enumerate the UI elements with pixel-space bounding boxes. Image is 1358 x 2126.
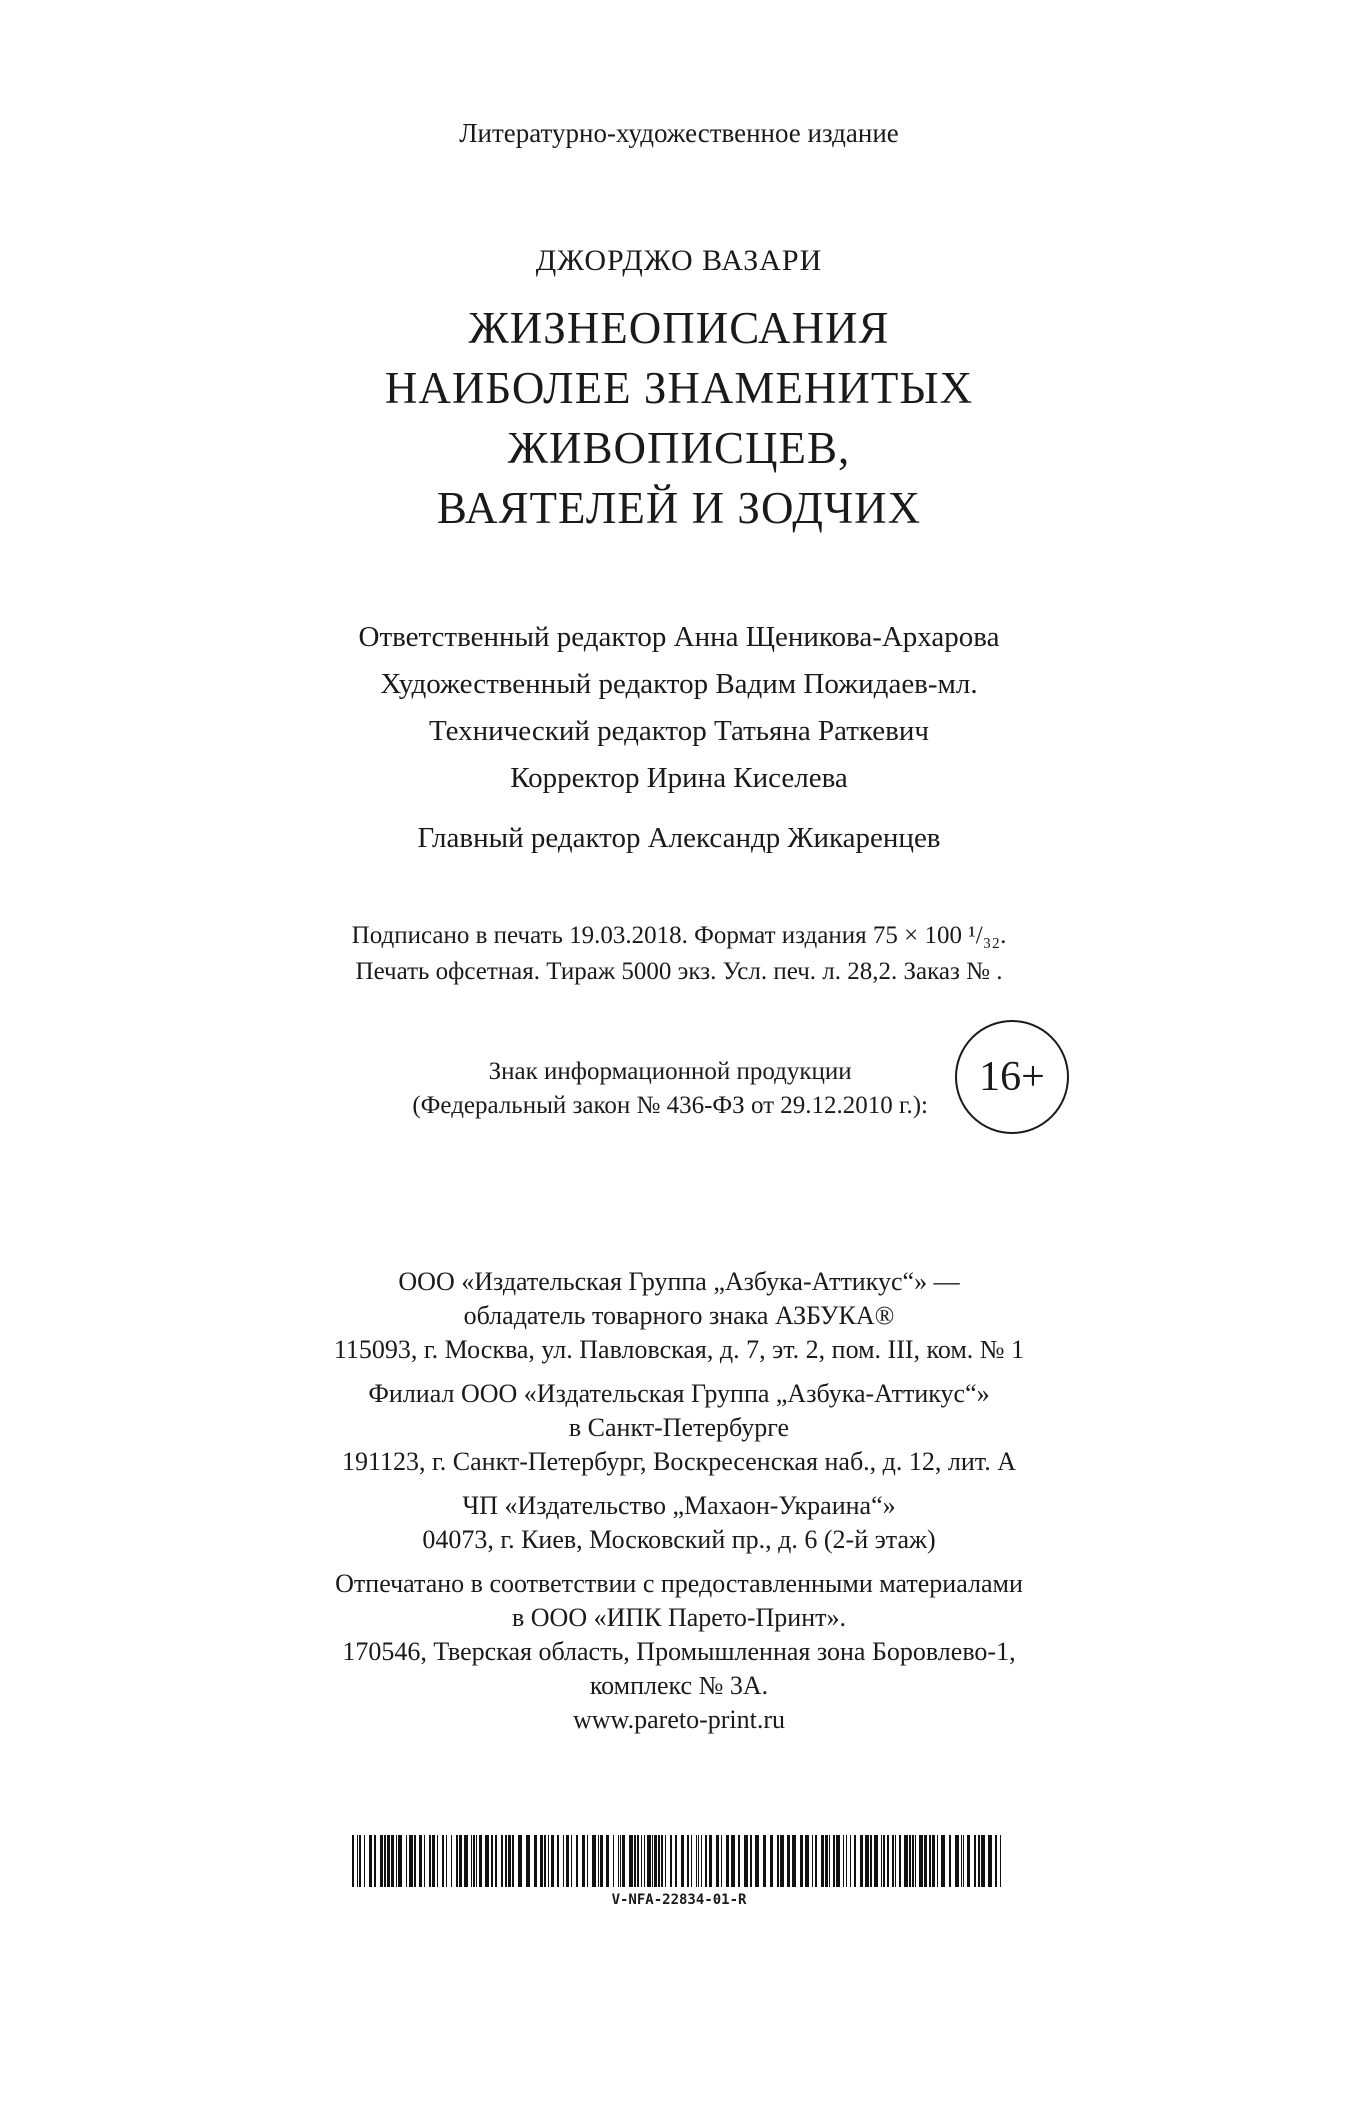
title-line: НАИБОЛЕЕ ЗНАМЕНИТЫХ	[384, 363, 974, 413]
ukraine-publisher-line: ЧП «Издательство „Махаон-Украина“»	[462, 1491, 896, 1520]
print-info-line: Подписано в печать 19.03.2018. Формат издания 75 × 100 ¹/₃₂.	[351, 922, 1007, 949]
credit-line: Технический редактор Татьяна Раткевич	[429, 715, 929, 747]
credit-line: Корректор Ирина Киселева	[510, 762, 848, 794]
info-sign-line: (Федеральный закон № 436-ФЗ от 29.12.2010 г.):	[412, 1092, 928, 1119]
info-product-sign	[0, 1055, 1358, 1175]
credit-line: Ответственный редактор Анна Щеникова-Архарова	[358, 621, 1000, 653]
ukraine-publisher-line: 04073, г. Киев, Московский пр., д. 6 (2-й этаж)	[422, 1525, 936, 1554]
branch-line: 191123, г. Санкт-Петербург, Воскресенская наб., д. 12, лит. А	[342, 1447, 1016, 1476]
author-name: ДЖОРДЖО ВАЗАРИ	[535, 244, 823, 277]
title-line: ЖИВОПИСЦЕВ,	[507, 423, 851, 473]
title-line: ВАЯТЕЛЕЙ И ЗОДЧИХ	[436, 483, 922, 533]
print-info-line: Печать офсетная. Тираж 5000 экз. Усл. печ. л. 28,2. Заказ № .	[355, 958, 1003, 985]
publisher-line: 115093, г. Москва, ул. Павловская, д. 7, эт. 2, пом. III, ком. № 1	[333, 1335, 1025, 1364]
info-sign-line: Знак информационной продукции	[488, 1058, 852, 1085]
age-rating-badge: 16+	[955, 1020, 1069, 1134]
barcode-caption: V-NFA-22834-01-R	[611, 1892, 747, 1908]
credit-line: Художественный редактор Вадим Пожидаев-мл.	[380, 668, 978, 700]
edition-type: Литературно-художественное издание	[459, 118, 899, 148]
publisher-line: ООО «Издательская Группа „Азбука-Аттикус“» —	[398, 1267, 960, 1296]
editorial-credits	[0, 614, 1358, 802]
book-title	[0, 298, 1358, 538]
printer-line: комплекс № 3А.	[589, 1671, 769, 1700]
printer-line: 170546, Тверская область, Промышленная зона Боровлево-1,	[342, 1637, 1016, 1666]
print-info	[0, 918, 1358, 990]
barcode	[352, 1835, 1006, 1887]
branch-line: в Санкт-Петербурге	[568, 1413, 790, 1442]
title-line: ЖИЗНЕОПИСАНИЯ	[468, 303, 890, 353]
publisher-info	[0, 1265, 1358, 1737]
info-sign-text	[412, 1055, 928, 1123]
publisher-line: обладатель товарного знака АЗБУКА®	[463, 1301, 895, 1330]
printer-line: Отпечатано в соответствии с предоставленными материалами	[335, 1569, 1023, 1598]
chief-editor: Главный редактор Александр Жикаренцев	[417, 822, 941, 854]
branch-line: Филиал ООО «Издательская Группа „Азбука-Аттикус“»	[368, 1379, 990, 1408]
printer-website: www.pareto-print.ru	[572, 1705, 786, 1734]
printer-line: в ООО «ИПК Парето-Принт».	[511, 1603, 846, 1632]
